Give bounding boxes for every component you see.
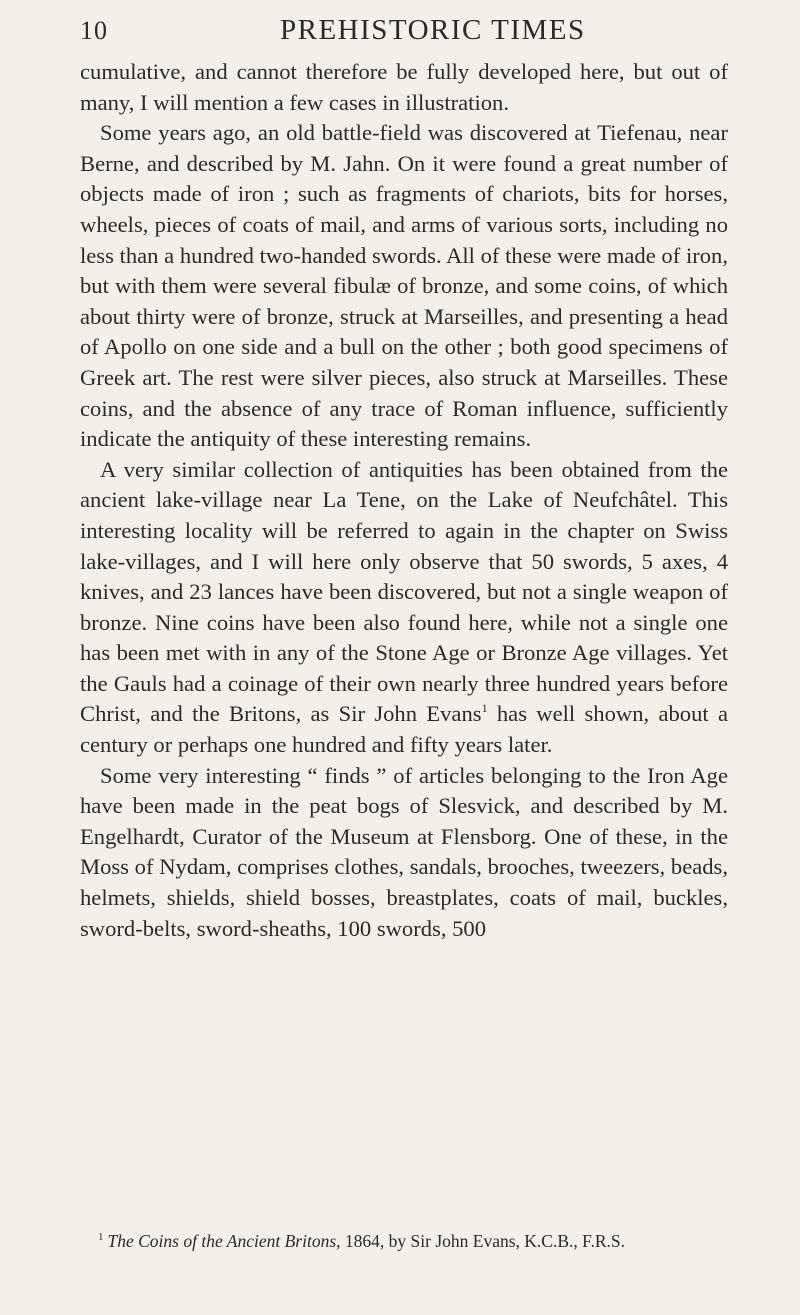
- paragraph-3: [80, 455, 728, 761]
- running-head: PREHISTORIC TIMES: [280, 14, 586, 46]
- footnote-mark: 1: [98, 1231, 104, 1243]
- paragraph-3-text-a: A very similar collection of antiquities has been obtained from the ancient lake-village near La Tene, on the Lake of Neufchâtel. This interesting locality will be referred to again in the chapter on Swiss lake-villages, and I will here only observe that 50 swords, 5 axes, 4 knives, and 23 lances have been discovered, but not a single weapon of bronze. Nine coins have been also found here, while not a single one has been met with in any of the Stone Age or Bronze Age villages. Yet the Gauls had a coinage of their own nearly three hundred years before Christ, and the Britons, as Sir John Evans: [80, 456, 728, 727]
- footnote: [80, 1227, 728, 1251]
- page-header: [80, 8, 720, 48]
- paragraph-1: cumulative, and cannot therefore be fully developed here, but out of many, I will mention a few cases in illustration.: [80, 59, 728, 115]
- paragraph-3-text-b: has well shown, about a century or perhaps one hundred and fifty years later.: [80, 701, 729, 758]
- footnote-text: , 1864, by Sir John Evans, K.C.B., F.R.S.: [336, 1231, 625, 1251]
- footnote-reference: 1: [481, 701, 488, 716]
- paragraph-2: Some years ago, an old battle-field was discovered at Tiefenau, near Berne, and described by M. Jahn. On it were found a great number of objects made of iron ; such as fragments of chariots, bits for horses, wheels, pieces of coats of mail, and arms of various sorts, including no less than a hundred two-handed swords. All of these were made of iron, but with them were several fibulæ of bronze, and some coins, of which about thirty were of bronze, struck at Marseilles, and presenting a head of Apollo on one side and a bull on the other ; both good specimens of Greek art. The rest were silver pieces, also struck at Marseilles. These coins, and the absence of any trace of Roman influence, sufficiently indicate the antiquity of these interesting remains.: [80, 120, 728, 452]
- page-number: 10: [80, 16, 108, 45]
- paragraph-4: Some very interesting “ finds ” of articles belonging to the Iron Age have been made in the peat bogs of Slesvick, and described by M. Engelhardt, Curator of the Museum at Flensborg. One of these, in the Moss of Nydam, comprises clothes, sandals, brooches, tweezers, beads, helmets, shields, shield bosses, breastplates, coats of mail, buckles, sword-belts, sword-sheaths, 100 swords, 500: [80, 762, 728, 941]
- footnote-title: The Coins of the Ancient Britons: [107, 1231, 337, 1251]
- body-text: [80, 57, 728, 944]
